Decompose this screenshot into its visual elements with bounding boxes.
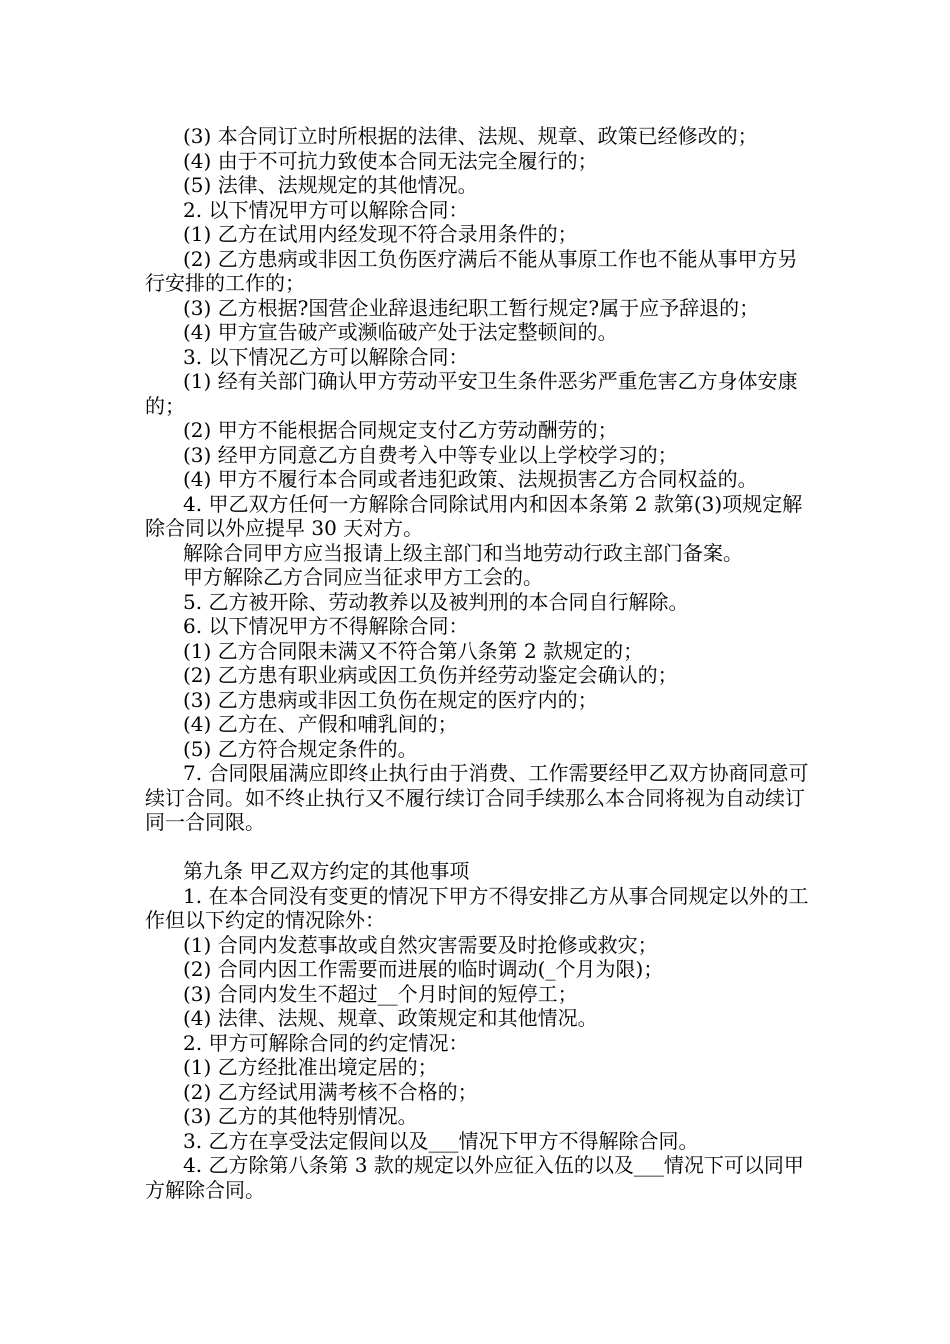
paragraph: (2) 甲方不能根据合同规定支付乙方劳动酬劳的； <box>183 418 618 442</box>
paragraph: (5) 乙方符合规定条件的。 <box>183 736 418 761</box>
paragraph: 4. 乙方除第八条第 3 款的规定以外应征入伍的以及___情况下可以同甲方解除合同。 <box>145 1153 804 1202</box>
paragraph: (1) 合同内发惹事故或自然灾害需要及时抢修或救灾； <box>183 932 658 957</box>
paragraph: (1) 乙方合同限未满又不符合第八条第 2 款规定的； <box>183 638 644 663</box>
paragraph: 3. 乙方在享受法定假间以及___情况下甲方不得解除合同。 <box>183 1128 699 1153</box>
paragraph: (1) 乙方在试用内经发现不符合录用条件的； <box>183 222 578 246</box>
paragraph: (2) 合同内因工作需要而进展的临时调动(_个月为限)； <box>183 957 664 981</box>
paragraph: (5) 法律、法规规定的其他情况。 <box>183 173 478 197</box>
paragraph: (3) 经甲方同意乙方自费考入中等专业以上学校学习的； <box>183 442 678 467</box>
paragraph: (1) 乙方经批准出境定居的； <box>183 1055 438 1079</box>
paragraph: (3) 乙方根据?国营企业辞退违纪职工暂行规定?属于应予辞退的； <box>183 295 760 320</box>
paragraph: (4) 甲方宣告破产或濒临破产处于法定整顿间的。 <box>183 320 618 344</box>
paragraph: 1. 在本合同没有变更的情况下甲方不得安排乙方从事合同规定以外的工作但以下约定的情况除外： <box>145 883 809 932</box>
paragraph: (3) 乙方的其他特别情况。 <box>183 1104 418 1128</box>
paragraph: 解除合同甲方应当报请上级主部门和当地劳动行政主部门备案。 <box>183 540 743 565</box>
paragraph: (4) 法律、法规、规章、政策规定和其他情况。 <box>183 1006 598 1030</box>
paragraph: (1) 经有关部门确认甲方劳动平安卫生条件恶劣严重危害乙方身体安康的； <box>145 369 798 418</box>
paragraph: 2. 甲方可解除合同的约定情况： <box>183 1030 469 1055</box>
paragraph: (3) 乙方患病或非因工负伤在规定的医疗内的； <box>183 687 598 712</box>
paragraph: (4) 乙方在、产假和哺乳间的； <box>183 712 458 736</box>
paragraph: 3. 以下情况乙方可以解除合同： <box>183 344 469 369</box>
paragraph: (2) 乙方患有职业病或因工负伤并经劳动鉴定会确认的； <box>183 663 678 687</box>
paragraph: (3) 合同内发生不超过__个月时间的短停工； <box>183 981 578 1006</box>
paragraph: (2) 乙方患病或非因工负伤医疗满后不能从事原工作也不能从事甲方另行安排的工作的； <box>145 246 798 295</box>
paragraph: 7. 合同限届满应即终止执行由于消费、工作需要经甲乙双方协商同意可续订合同。如不终止执行又不履行续订合同手续那么本合同将视为自动续订同一合同限。 <box>145 761 809 834</box>
paragraph: 4. 甲乙双方任何一方解除合同除试用内和因本条第 2 款第(3)项规定解除合同以外应提早 30 天对方。 <box>145 491 803 540</box>
section-heading: 第九条 甲乙双方约定的其他事项 <box>183 859 470 883</box>
paragraph: (4) 甲方不履行本合同或者违犯政策、法规损害乙方合同权益的。 <box>183 467 758 491</box>
blank-line <box>145 835 815 860</box>
document-body <box>145 124 815 1202</box>
paragraph: (3) 本合同订立时所根据的法律、法规、规章、政策已经修改的； <box>183 124 758 148</box>
paragraph: (4) 由于不可抗力致使本合同无法完全履行的； <box>183 148 598 173</box>
paragraph: (2) 乙方经试用满考核不合格的； <box>183 1079 478 1104</box>
paragraph: 5. 乙方被开除、劳动教养以及被判刑的本合同自行解除。 <box>183 589 689 614</box>
paragraph: 2. 以下情况甲方可以解除合同： <box>183 197 469 222</box>
paragraph: 6. 以下情况甲方不得解除合同： <box>183 614 469 638</box>
paragraph: 甲方解除乙方合同应当征求甲方工会的。 <box>183 565 543 589</box>
